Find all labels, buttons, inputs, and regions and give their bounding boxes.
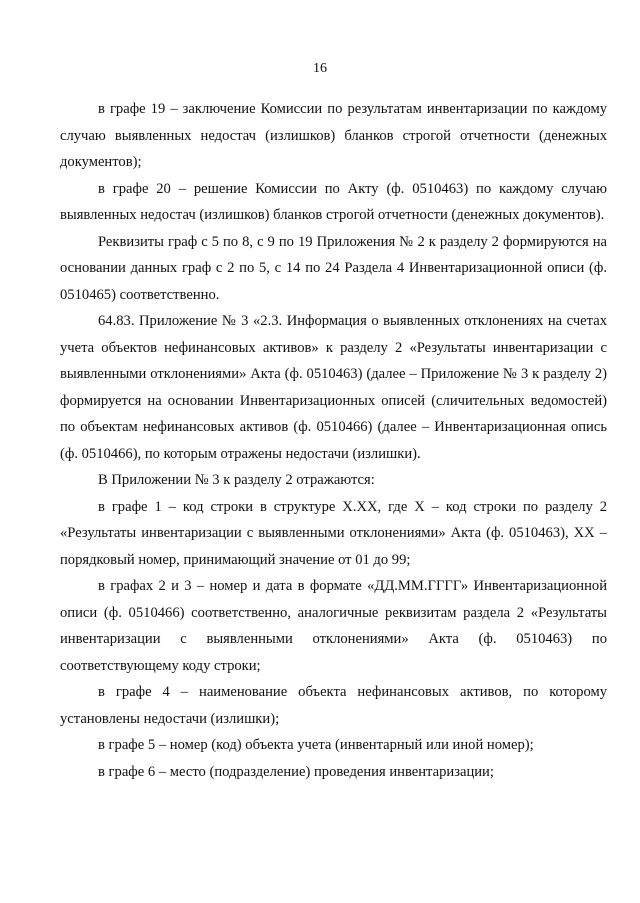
document-body [60, 96, 607, 785]
paragraph-graph-5: в графе 5 – номер (код) объекта учета (инвентарный или иной номер); [98, 737, 534, 753]
paragraph-graph-20: в графе 20 – решение Комиссии по Акту (ф. 0510463) по каждому случаю выявленных недостач (излишков) бланков строгой отчетности (денежных документов). [60, 180, 607, 223]
paragraph-64-83: 64.83. Приложение № 3 «2.3. Информация о выявленных отклонениях на счетах учета объектов нефинансовых активов» к разделу 2 «Результаты инвентаризации с выявленными отклонениями» Акта (ф. 0510463) (далее – Приложение № 3 к разделу 2) формируется на основании Инвентаризационных описей (сличительных ведомостей) по объектам нефинансовых активов (ф. 0510466) (далее – Инвентаризационная опись (ф. 0510466), по которым отражены недостачи (излишки). [60, 313, 607, 462]
paragraph-appendix-3-intro: В Приложении № 3 к разделу 2 отражаются: [98, 472, 375, 488]
paragraph-graphs-2-3: в графах 2 и 3 – номер и дата в формате «ДД.ММ.ГГГГ» Инвентаризационной описи (ф. 0510466) соответственно, аналогичные реквизитам раздела 2 «Результаты инвентаризации с выявленными отклонениями» Акта (ф. 0510463) по соответствующему коду строки; [60, 578, 607, 674]
paragraph-graph-1: в графе 1 – код строки в структуре Х.ХХ, где Х – код строки по разделу 2 «Результаты инвентаризации с выявленными отклонениями» Акта (ф. 0510463), ХХ – порядковый номер, принимающий значение от 01 до 99; [60, 498, 607, 568]
paragraph-graph-6: в графе 6 – место (подразделение) проведения инвентаризации; [98, 763, 494, 780]
page-number: 16 [313, 61, 327, 76]
paragraph-graph-19: в графе 19 – заключение Комиссии по результатам инвентаризации по каждому случаю выявленных недостач (излишков) бланков строгой отчетности (денежных документов); [60, 101, 607, 170]
paragraph-requisites: Реквизиты граф с 5 по 8, с 9 по 19 Приложения № 2 к разделу 2 формируются на основании данных граф с 2 по 5, с 14 по 24 Раздела 4 Инвентаризационной описи (ф. 0510465) соответственно. [60, 233, 607, 303]
paragraph-graph-4: в графе 4 – наименование объекта нефинансовых активов, по которому установлены недостачи (излишки); [60, 684, 607, 727]
